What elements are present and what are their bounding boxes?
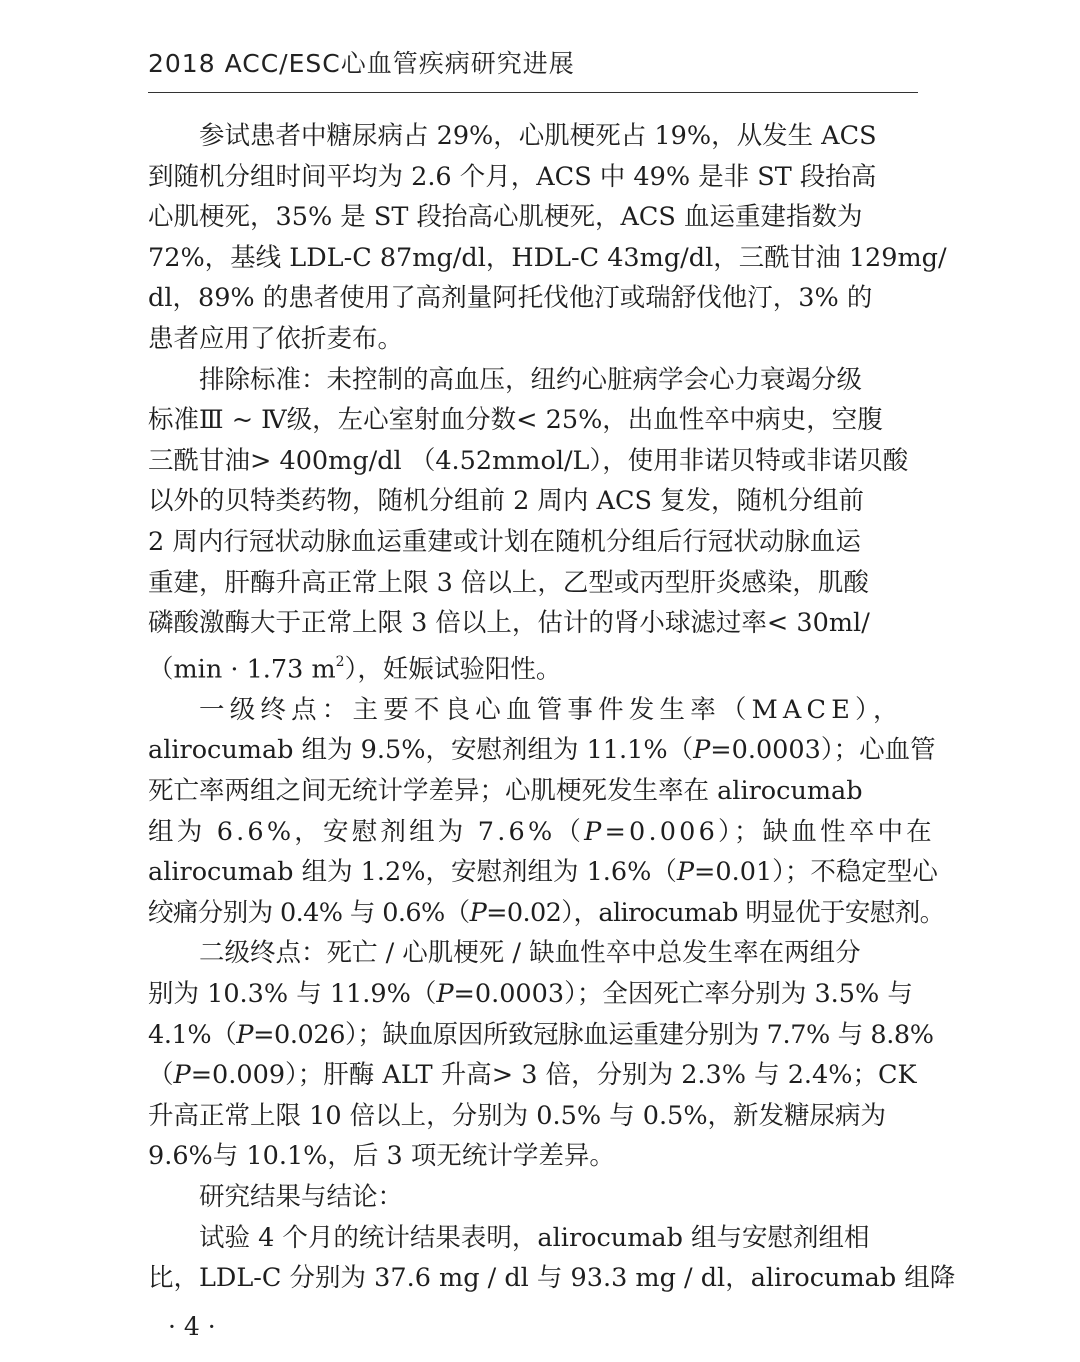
text-line: 9.6%与 10.1%，后 3 项无统计学差异。 [148, 1141, 615, 1172]
text-line: 2 周内行冠状动脉血运重建或计划在随机分组后行冠状动脉血运 [148, 526, 861, 557]
body-text [148, 116, 956, 1299]
paragraph-secondary-endpoint [148, 933, 934, 1177]
text-line: alirocumab 组为 9.5%，安慰剂组为 11.1%（P=0.0003）；心血管 [148, 735, 936, 766]
text-line: 一级终点：主要不良心血管事件发生率（MACE）， [199, 694, 904, 725]
superscript: 2 [335, 653, 345, 670]
text-fragment: （min · 1.73 m [148, 654, 336, 685]
text-line: 死亡率两组之间无统计学差异；心肌梗死发生率在 alirocumab [148, 776, 863, 806]
text-line [148, 644, 918, 690]
text-line: 别为 10.3% 与 11.9%（P=0.0003）；全因死亡率分别为 3.5% 与 [148, 978, 913, 1009]
text-line: 以外的贝特类药物，随机分组前 2 周内 ACS 复发，随机分组前 [148, 486, 865, 517]
text-line: 心肌梗死，35% 是 ST 段抬高心肌梗死，ACS 血运重建指数为 [148, 202, 863, 233]
paragraph-exclusion [148, 360, 918, 690]
text-line: dl，89% 的患者使用了高剂量阿托伐他汀或瑞舒伐他汀，3% 的 [148, 283, 873, 314]
text-line: 排除标准：未控制的高血压，纽约心脏病学会心力衰竭分级 [199, 364, 863, 395]
text-line: 患者应用了依折麦布。 [148, 323, 404, 354]
paragraph-primary-endpoint [148, 690, 945, 934]
text-line: 比，LDL-C 分别为 37.6 mg / dl 与 93.3 mg / dl，alirocumab 组降 [148, 1263, 956, 1294]
page-number: · 4 · [168, 1312, 216, 1341]
text-line: 组为 6.6%，安慰剂组为 7.6%（P=0.006）；缺血性卒中在 [148, 816, 935, 847]
text-line: 参试患者中糖尿病占 29%，心肌梗死占 19%，从发生 ACS [199, 121, 877, 151]
text-line: 重建，肝酶升高正常上限 3 倍以上，乙型或丙型肝炎感染，肌酸 [148, 567, 869, 598]
text-line: alirocumab 组为 1.2%，安慰剂组为 1.6%（P=0.01）；不稳定型心 [148, 857, 938, 888]
paragraph-results [148, 1218, 956, 1299]
text-line: 磷酸激酶大于正常上限 3 倍以上，估计的肾小球滤过率< 30ml/ [148, 608, 870, 639]
text-line: 绞痛分别为 0.4% 与 0.6%（P=0.02），alirocumab 明显优于安慰剂。 [148, 897, 945, 928]
text-line: 二级终点：死亡 / 心肌梗死 / 缺血性卒中总发生率在两组分 [199, 938, 861, 969]
text-line: 标准Ⅲ ~ Ⅳ级，左心室射血分数< 25%，出血性卒中病史，空腹 [148, 405, 883, 436]
text-line: （P=0.009）；肝酶 ALT 升高> 3 倍，分别为 2.3% 与 2.4%；CK [148, 1060, 917, 1091]
text-line: 72%，基线 LDL-C 87mg/dl，HDL-C 43mg/dl，三酰甘油 129mg/ [148, 242, 947, 273]
paragraph-baseline [148, 116, 947, 360]
text-line: 试验 4 个月的统计结果表明，alirocumab 组与安慰剂组相 [199, 1222, 870, 1253]
text-line: 4.1%（P=0.026）；缺血原因所致冠脉血运重建分别为 7.7% 与 8.8% [148, 1019, 934, 1050]
section-heading-results [148, 1177, 918, 1218]
text-line: 升高正常上限 10 倍以上，分别为 0.5% 与 0.5%，新发糖尿病为 [148, 1100, 887, 1131]
text-line: 到随机分组时间平均为 2.6 个月，ACS 中 49% 是非 ST 段抬高 [148, 161, 877, 192]
running-header-title: 2018 ACC/ESC心血管疾病研究进展 [148, 49, 575, 78]
text-line: 研究结果与结论： [199, 1181, 404, 1212]
text-fragment: ），妊娠试验阳性。 [344, 654, 562, 685]
text-line: 三酰甘油> 400mg/dl （4.52mmol/L），使用非诺贝特或非诺贝酸 [148, 445, 909, 476]
header-divider [148, 92, 918, 93]
